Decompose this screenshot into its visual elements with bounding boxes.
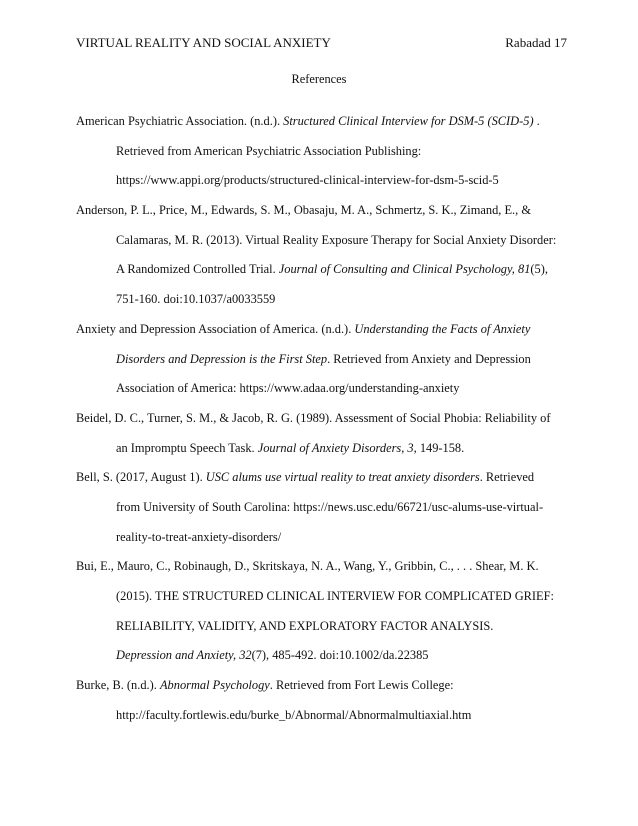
reference-continuation-line bbox=[76, 493, 567, 523]
reference-entry bbox=[76, 671, 567, 730]
reference-first-line bbox=[76, 404, 567, 434]
reference-text: reality-to-treat-anxiety-disorders/ bbox=[116, 529, 282, 544]
reference-text: . Retrieved from Fort Lewis College: bbox=[269, 678, 454, 693]
reference-continuation-line bbox=[76, 255, 567, 285]
reference-text: . Retrieved from Anxiety and Depression bbox=[327, 351, 531, 366]
reference-continuation-line bbox=[76, 523, 567, 553]
reference-continuation-line bbox=[76, 374, 567, 404]
reference-text: Association of America: https://www.adaa.org/understanding-anxiety bbox=[116, 381, 460, 396]
reference-text: Burke, B. (n.d.). bbox=[76, 678, 160, 693]
reference-entry bbox=[76, 463, 567, 552]
reference-continuation-line bbox=[76, 345, 567, 375]
reference-text: an Impromptu Speech Task. bbox=[116, 440, 258, 455]
reference-text: http://faculty.fortlewis.edu/burke_b/Abnormal/Abnormalmultiaxial.htm bbox=[116, 707, 472, 722]
reference-first-line bbox=[76, 552, 567, 582]
reference-text: , 149-158. bbox=[413, 440, 465, 455]
reference-text: (7), 485-492. doi:10.1002/da.22385 bbox=[251, 648, 429, 663]
reference-entry bbox=[76, 552, 567, 671]
reference-continuation-line bbox=[76, 434, 567, 464]
reference-entry bbox=[76, 107, 567, 196]
italic-title: Depression and Anxiety, 32 bbox=[116, 648, 252, 663]
reference-continuation-line bbox=[76, 612, 567, 642]
reference-continuation-line bbox=[76, 226, 567, 256]
page-number: Rabadad 17 bbox=[505, 35, 567, 50]
reference-text: Beidel, D. C., Turner, S. M., & Jacob, R. G. (1989). Assessment of Social Phobia: Reliability of bbox=[76, 410, 551, 425]
reference-first-line bbox=[76, 196, 567, 226]
reference-text: A Randomized Controlled Trial. bbox=[116, 262, 279, 277]
italic-title: Disorders and Depression is the First Step bbox=[116, 351, 328, 366]
reference-text: Anderson, P. L., Price, M., Edwards, S. M., Obasaju, M. A., Schmertz, S. K., Zimand, E., & bbox=[76, 203, 531, 218]
reference-continuation-line bbox=[76, 166, 567, 196]
reference-text: RELIABILITY, VALIDITY, AND EXPLORATORY FACTOR ANALYSIS. bbox=[116, 618, 494, 633]
running-head bbox=[76, 35, 567, 55]
reference-text: Calamaras, M. R. (2013). Virtual Reality Exposure Therapy for Social Anxiety Disorder: bbox=[116, 232, 557, 247]
reference-entry bbox=[76, 404, 567, 463]
running-head-title: VIRTUAL REALITY AND SOCIAL ANXIETY bbox=[76, 35, 331, 50]
reference-first-line bbox=[76, 107, 567, 137]
italic-title: Journal of Anxiety Disorders, 3 bbox=[257, 440, 414, 455]
reference-entry bbox=[76, 315, 567, 404]
reference-text: Anxiety and Depression Association of America. (n.d.). bbox=[76, 321, 355, 336]
italic-title: Understanding the Facts of Anxiety bbox=[354, 321, 531, 336]
reference-text: Bui, E., Mauro, C., Robinaugh, D., Skritskaya, N. A., Wang, Y., Gribbin, C., . . . Shear, M. K. bbox=[76, 559, 539, 574]
reference-entry bbox=[76, 196, 567, 315]
reference-text: (5), bbox=[530, 262, 548, 277]
references-heading: References bbox=[291, 72, 347, 86]
reference-text: American Psychiatric Association. (n.d.). bbox=[76, 114, 284, 128]
reference-text: (2015). THE STRUCTURED CLINICAL INTERVIEW FOR COMPLICATED GRIEF: bbox=[116, 589, 554, 603]
reference-text: Retrieved from American Psychiatric Association Publishing: bbox=[116, 143, 422, 158]
reference-first-line bbox=[76, 463, 567, 493]
reference-text: from University of South Carolina: https://news.usc.edu/66721/usc-alums-use-virtual- bbox=[116, 499, 544, 514]
reference-text: . Retrieved bbox=[479, 470, 535, 485]
italic-title: Structured Clinical Interview for DSM-5 (SCID-5) bbox=[283, 114, 534, 128]
reference-text: . bbox=[533, 114, 540, 128]
italic-title: Journal of Consulting and Clinical Psychology, 81 bbox=[278, 262, 531, 277]
reference-text: https://www.appi.org/products/structured-clinical-interview-for-dsm-5-scid-5 bbox=[116, 173, 499, 188]
reference-list bbox=[76, 107, 567, 730]
italic-title: Abnormal Psychology bbox=[159, 678, 270, 693]
reference-continuation-line bbox=[76, 285, 567, 315]
reference-text: Bell, S. (2017, August 1). bbox=[76, 470, 206, 485]
italic-title: USC alums use virtual reality to treat anxiety disorders bbox=[205, 470, 480, 485]
reference-continuation-line bbox=[76, 582, 567, 612]
reference-continuation-line bbox=[76, 641, 567, 671]
reference-text: 751-160. doi:10.1037/a0033559 bbox=[116, 292, 276, 307]
reference-first-line bbox=[76, 315, 567, 345]
reference-continuation-line bbox=[76, 701, 567, 731]
reference-first-line bbox=[76, 671, 567, 701]
reference-continuation-line bbox=[76, 137, 567, 167]
